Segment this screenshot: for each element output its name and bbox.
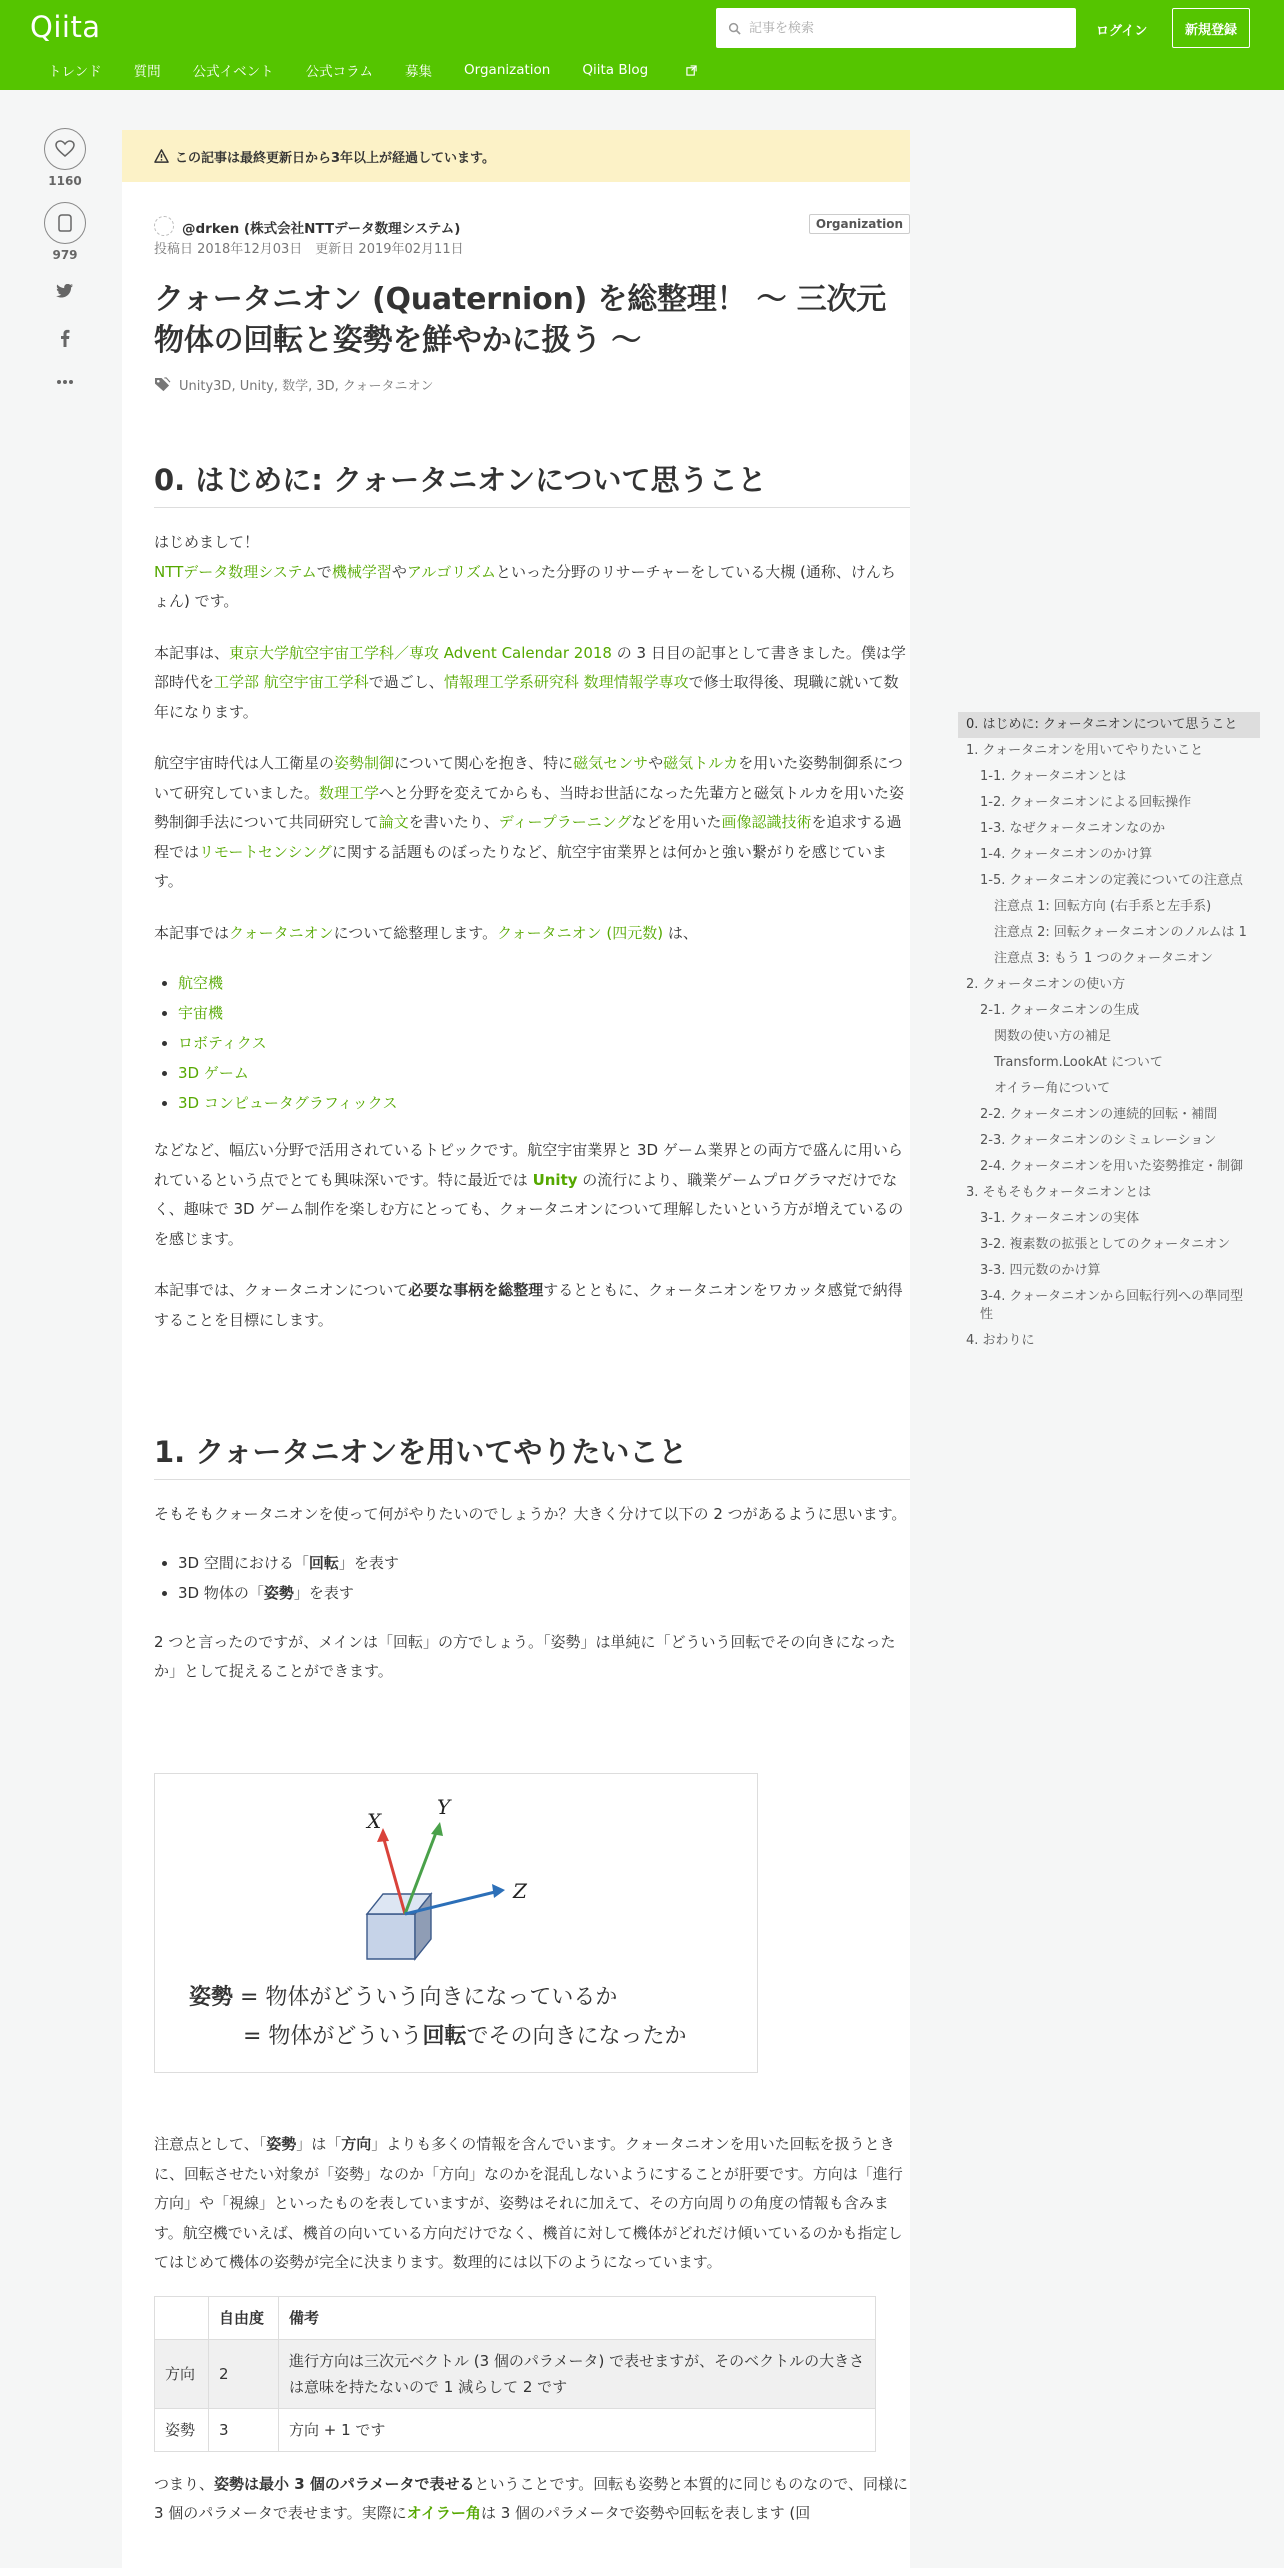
nav-organization[interactable]: Organization [464,62,551,78]
toc-item[interactable]: 注意点 1: 回転方向 (右手系と左手系) [994,899,1212,914]
toc-item[interactable]: 注意点 2: 回転クォータニオンのノルムは 1 [994,925,1247,940]
like-button[interactable] [44,128,86,170]
text: 」よりも多くの情報を含んでいます。クォータニオンを用いた回転を扱うときに、回転させたい対象が「姿勢」なのか「方向」なのかを混乱しないようにすることが肝要です。方向は「進行方向」や「視線」といったものを表していますが、姿勢はそれに加えて、その方向周りの角度の情報も含みます。航空機でいえば、機首の向いている方向だけでなく、機首に対して機体がどれだけ傾いているのかも指定してはじめて機体の姿勢が完全に決まります。数理的には以下のようになっています。 [154,2135,903,2271]
nav-questions[interactable]: 質問 [133,64,161,80]
text: 3D 空間における「 [178,1553,309,1572]
text: や [648,754,664,772]
link-unity[interactable]: Unity [532,1170,578,1189]
like-count: 1160 [48,174,82,188]
toc-item[interactable]: 注意点 3: もう 1 つのクォータニオン [994,951,1214,966]
link-deep-learning[interactable]: ディープラーニング [498,813,632,831]
table-header-row [155,2296,876,2339]
text: について関心を抱き、特に [394,754,574,772]
toc-item[interactable]: 0. はじめに: クォータニオンについて思うこと [958,712,1260,738]
text: 本記事では [154,923,230,942]
attitude-figure [154,1773,758,2073]
figure-caption-line-2 [243,2019,686,2050]
text: などなど、幅広い分野で活用されているトピックです。航空宇宙業界と 3D ゲーム業界との両方で盛んに用いられているという点でとても興味深いです。特に最近では [154,1141,903,1189]
signup-button[interactable]: 新規登録 [1172,8,1250,48]
list-item[interactable]: • 宇宙機 [178,998,910,1028]
intro-paragraphs [154,528,910,1335]
text: で [316,562,332,581]
table-row [155,2408,876,2451]
nav-trend[interactable]: トレンド [48,64,102,80]
post-dates: 投稿日 2018年12月03日 更新日 2019年02月11日 [154,242,464,257]
list-item[interactable]: • ロボティクス [178,1028,910,1058]
table-header-cell [155,2296,209,2339]
text: に関する話題ものぼったりなど、航空宇宙業界とは何かと強い繋がりを感じています。 [154,842,887,890]
list-item [178,1548,910,1578]
warning-icon [154,149,169,163]
author-row [154,214,910,236]
paragraph-intro [154,558,910,617]
search-box[interactable] [716,8,1076,48]
link-aero-dept[interactable]: 工学部 航空宇宙工学科 [214,673,369,691]
section-heading-0: 0. はじめに: クォータニオンについて思うこと [154,458,910,508]
text: 3D 物体の「 [178,1583,264,1602]
text: を用いた姿勢制御系について研究していました。 [154,754,903,802]
toc-item[interactable]: 1-3. なぜクォータニオンなのか [980,821,1166,836]
list-item [178,1578,910,1608]
nav-recruit[interactable]: 募集 [405,64,433,80]
text: などを用いた [631,813,722,831]
toc-item[interactable]: 2-3. クォータニオンのシミュレーション [980,1133,1217,1148]
toc-item[interactable]: 3-2. 複素数の拡張としてのクォータニオン [980,1237,1231,1252]
link-quaternion-4[interactable]: クォータニオン (四元数) [497,923,664,942]
twitter-share[interactable] [40,284,90,299]
table-cell: 方向 + 1 です [279,2408,876,2451]
facebook-share[interactable] [40,329,90,347]
table-header-cell: 備考 [279,2296,876,2339]
link-magnetometer[interactable]: 磁気センサ [573,754,649,772]
bold-text: 回転 [422,2024,467,2049]
section-1-notes [154,2130,910,2529]
toc-item[interactable]: 2-1. クォータニオンの生成 [980,1003,1140,1018]
tags-text[interactable]: Unity3D, Unity, 数学, 3D, クォータニオン [179,379,434,394]
link-image-recognition[interactable]: 画像認識技術 [721,813,812,831]
link-paper[interactable]: 論文 [378,813,409,831]
list-item[interactable]: • 3D ゲーム [178,1058,910,1088]
figure-caption-line-1 [189,1980,617,2011]
bold-text: 姿勢は最小 3 個のパラメータで表せる [214,2474,475,2493]
text: へと分野を変えてからも、当時お世話になった先輩方と磁気トルカを用いた姿勢制御手法について共同研究して [154,783,905,831]
stock-count: 979 [52,248,78,262]
text: ということです。回転も姿勢と本質的に同じものなので、同様に 3 個のパラメータで表せます。実際に [154,2474,908,2522]
section-1 [154,1430,910,1687]
field-list [178,968,910,1118]
dof-table [154,2296,876,2452]
link-math-eng[interactable]: 数理工学 [319,783,380,802]
coordinate-cube-illustration [155,1774,759,1974]
bold-text: 姿勢 [263,1583,294,1602]
toc-item[interactable]: 2-2. クォータニオンの連続的回転・補間 [980,1107,1218,1122]
paragraph-min-params [154,2470,910,2529]
warning-text: この記事は最終更新日から3年以上が経過しています。 [175,150,496,166]
text: について総整理します。 [333,923,498,942]
nav-official-events[interactable]: 公式イベント [192,64,274,80]
search-icon [728,22,741,35]
axis-y-label: Y [437,1795,451,1819]
bold-text: 方向 [341,2135,372,2153]
link-ml[interactable]: 機械学習 [331,562,392,581]
facebook-icon [60,329,70,347]
article-title: クォータニオン (Quaternion) を総整理！ ～ 三次元物体の回転と姿勢を鮮やかに扱う ～ [154,282,887,358]
purpose-list [178,1548,910,1608]
external-link-icon [686,65,697,76]
toc-item[interactable]: 1-1. クォータニオンとは [980,769,1127,784]
global-header [0,0,1284,90]
toc-item[interactable]: 1-5. クォータニオンの定義についての注意点 [980,873,1243,888]
text: 本記事では、クォータニオンについて [154,1281,409,1299]
toc-item[interactable]: 3-3. 四元数のかけ算 [980,1263,1101,1278]
toc-item[interactable]: 3. そもそもクォータニオンとは [966,1185,1152,1200]
text: 」は「 [296,2135,342,2153]
link-euler-angles[interactable]: オイラー角 [406,2504,481,2522]
avatar[interactable] [154,216,174,236]
organization-badge[interactable]: Organization [809,214,910,234]
text: は、 [663,923,698,942]
paragraph-purpose: そもそもクォータニオンを使って何がやりたいのでしょうか？大きく分けて以下の 2 つがあるように思います。 [154,1505,907,1523]
bold-text: 必要な事柄を総整理 [408,1281,544,1299]
login-link[interactable]: ログイン [1096,24,1148,39]
list-item[interactable]: • 航空機 [178,968,910,998]
toc-item[interactable]: 1-4. クォータニオンのかけ算 [980,847,1153,862]
text: 本記事は、 [154,643,230,662]
text: は 3 個のパラメータで姿勢や回転を表します (回 [480,2504,811,2522]
article [122,130,910,2568]
text: を書いたり、 [408,813,499,831]
qiita-logo[interactable]: Qiita [30,10,101,44]
global-nav [48,60,729,80]
text: つまり、 [154,2474,215,2493]
bold-text: 姿勢 [266,2135,297,2153]
more-icon [56,379,74,385]
text: で過ごし、 [368,673,444,691]
text: を追求する過程では [154,813,902,861]
search-input[interactable] [749,21,1049,36]
text: の 3 日目の記事として書きました。僕は学部時代を [154,643,906,691]
link-ntt-data[interactable]: NTTデータ数理システム [154,562,317,581]
bold-text: 姿勢 [189,1985,234,2010]
link-remote-sensing[interactable]: リモートセンシング [199,842,332,861]
text: でその向きになったか [466,2024,687,2049]
link-algorithm[interactable]: アルゴリズム [406,562,496,581]
table-cell: 姿勢 [155,2408,209,2451]
text: で修士取得後、現職に就いて数年になります。 [154,673,899,721]
link-quaternion[interactable]: クォータニオン [229,923,334,942]
link-attitude-control[interactable]: 姿勢制御 [334,754,395,772]
tag-icon [154,377,171,392]
section-heading-1: 1. クォータニオンを用いてやりたいこと [154,1430,910,1480]
link-math-info[interactable]: 情報理工学系研究科 数理情報学専攻 [443,673,689,691]
paragraph-attitude-vs-direction [154,2130,910,2278]
toc-item[interactable]: 3-1. クォータニオンの実体 [980,1211,1140,1226]
stock-icon [57,214,73,232]
paragraph-topic [154,919,910,949]
table-header-cell: 自由度 [209,2296,279,2339]
paragraph-research [154,749,910,897]
action-rail [40,128,90,385]
text: や [391,562,407,581]
more-actions[interactable] [40,379,90,385]
text: 」を表す [338,1553,399,1572]
stock-button[interactable] [44,202,86,244]
toc-item[interactable]: オイラー角について [994,1081,1111,1096]
text: 航空宇宙時代は人工衛星の [154,754,335,772]
text: = 物体がどういう向きになっているか [233,1985,618,2010]
paragraph-goal [154,1276,910,1335]
nav-qiita-blog[interactable] [582,60,697,80]
toc-item[interactable]: 2-4. クォータニオンを用いた姿勢推定・制御 [980,1159,1244,1174]
list-item[interactable]: • 3D コンピュータグラフィックス [178,1088,910,1118]
paragraph-greeting: はじめまして！ [154,533,260,551]
toc-item[interactable]: 4. おわりに [966,1333,1035,1348]
toc-item[interactable]: 2. クォータニオンの使い方 [966,977,1126,992]
heart-icon [55,140,75,158]
table-cell: 方向 [155,2339,209,2408]
text: の流行により、職業ゲームプログラマだけでなく、趣味で 3D ゲーム制作を楽しむ方にとっても、クォータニオンについて理解したいという方が増えているのを感じます。 [154,1170,904,1248]
article-body [154,458,910,508]
text: 」を表す [293,1583,354,1602]
nav-qiita-blog-label: Qiita Blog [582,62,649,78]
paragraph-usage [154,1136,910,1254]
outdated-warning [122,130,910,182]
axis-x-label: X [367,1809,382,1833]
link-advent-calendar[interactable]: 東京大学航空宇宙工学科／専攻 Advent Calendar 2018 [229,643,612,662]
paragraph-rotation-main: 2 つと言ったのですが、メインは「回転」の方でしょう。「姿勢」は単純に「どういう回転でその向きになったか」として捉えることができます。 [154,1632,896,1680]
toc-item[interactable]: 1. クォータニオンを用いてやりたいこと [966,743,1204,758]
toc-item[interactable]: Transform.LookAt について [994,1055,1163,1070]
text: 注意点として、「 [154,2135,267,2153]
paragraph-advent [154,639,910,728]
author-name[interactable]: @drken (株式会社NTTデータ数理システム) [182,221,461,237]
table-of-contents [958,712,1260,1354]
link-magnetorquer[interactable]: 磁気トルカ [663,754,739,772]
article-content [154,214,910,394]
toc-item[interactable]: 3-4. クォータニオンから回転行列への準同型性 [980,1289,1244,1322]
nav-official-columns[interactable]: 公式コラム [305,64,374,80]
toc-item[interactable]: 1-2. クォータニオンによる回転操作 [980,795,1192,810]
twitter-icon [56,284,74,299]
toc-item[interactable]: 関数の使い方の補足 [994,1029,1112,1044]
bold-text: 回転 [308,1553,339,1572]
axis-z-label: Z [513,1879,527,1903]
table-cell: 進行方向は三次元ベクトル (3 個のパラメータ) で表せますが、そのベクトルの大きさは意味を持たないので 1 減らして 2 です [279,2339,876,2408]
text: するとともに、クォータニオンをワカッタ感覚で納得することを目標にします。 [154,1281,903,1329]
table-cell: 2 [209,2339,279,2408]
text: といった分野のリサーチャーをしている大槻 (通称、けんちょん) です。 [154,562,896,610]
table-cell: 3 [209,2408,279,2451]
table-row [155,2339,876,2408]
text: = 物体がどういう [243,2024,423,2049]
tag-list [154,375,910,394]
